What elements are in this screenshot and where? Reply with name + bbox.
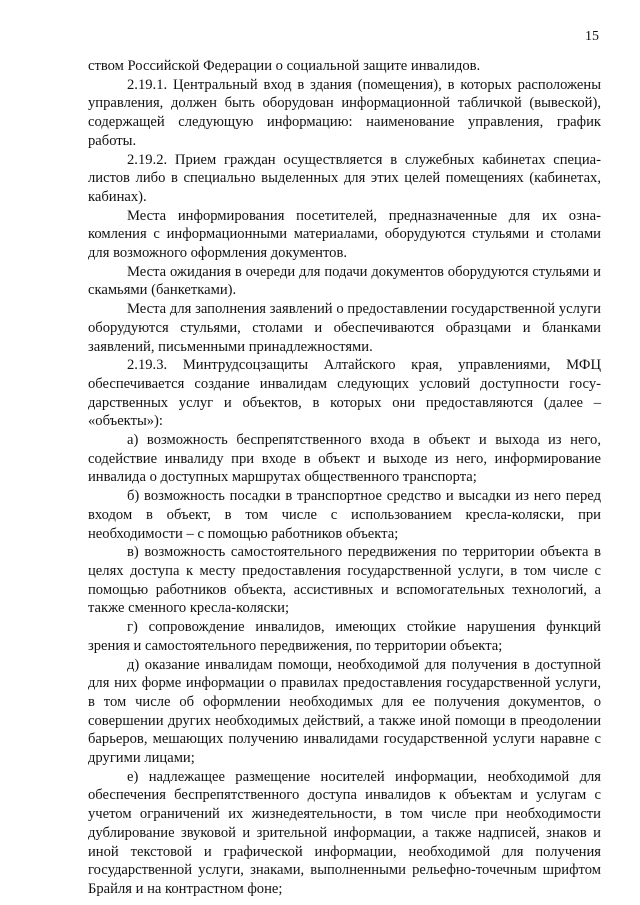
page-number: 15 — [585, 29, 599, 44]
document-body — [88, 57, 601, 899]
paragraph-waiting-places: Места ожидания в очереди для подачи документов оборудуются стульями и скамьями (банкетками). — [88, 263, 601, 299]
list-item-b: б) возможность посадки в транспортное средство и высадки из него перед входом в объект, в том числе с использованием кресла-коляски, при необходимости – с помощью работников объекта; — [88, 488, 601, 542]
paragraph-continuation: ством Российской Федерации о социальной защите инвалидов. — [88, 58, 481, 74]
list-item-g: г) сопровождение инвалидов, имеющих стойкие нарушения функций зрения и самостоятельного передвижения, по территории объекта; — [88, 619, 601, 654]
list-item-e: е) надлежащее размещение носителей информации, необходимой для обеспечения беспрепятственного доступа инвалидов к объектам и услугам с учетом ограничений их жизнедеятельности, в том числе при необходимости дублирование звуковой и зрительной информации, а также надписей, знаков и иной текстовой и графической информации, необходимой для получения государственной услуги, знаками, выполненными рельефно-точечным шрифтом Брайля и на контрастном фоне; — [88, 768, 601, 897]
paragraph-2-19-2: 2.19.2. Прием граждан осуществляется в служебных кабинетах специалистов либо в специально выделенных для этих целей помещениях (кабинетах, кабинах). — [88, 151, 601, 205]
paragraph-application-places: Места для заполнения заявлений о предоставлении государственной услуги оборудуются стульями, столами и обеспечиваются образцами и бланками заявлений, письменными принадлежностями. — [88, 301, 601, 355]
paragraph-info-places: Места информирования посетителей, предназначенные для их ознакомления с информационными материалами, оборудуются стульями и столами для возможного оформления документов. — [88, 207, 601, 262]
paragraph-2-19-3: 2.19.3. Минтрудсоцзащиты Алтайского края, управлениями, МФЦ обеспечивается создание инвалидам следующих условий доступности государственных услуг и объектов, в которых они предоставляются (далее – «объекты»): — [88, 357, 601, 430]
list-item-d: д) оказание инвалидам помощи, необходимой для получения в доступной для них форме информации о правилах предоставления государственной услуги, в том числе об оформлении необходимых для ее получения документов, о совершении других необходимых действий, а также иной помощи в преодолении барьеров, мешающих получению инвалидами государственной услуги наравне с другими лицами; — [88, 656, 601, 767]
paragraph-2-19-1: 2.19.1. Центральный вход в здания (помещения), в которых расположены управления, должен быть оборудован информационной табличкой (вывеской), содержащей следующую информацию: наименование управления, график работы. — [88, 76, 601, 149]
list-item-a: а) возможность беспрепятственного входа в объект и выхода из него, содействие инвалиду при входе в объект и выходе из него, информирование инвалида о доступных маршрутах общественного транспорта; — [88, 432, 601, 486]
list-item-v: в) возможность самостоятельного передвижения по территории объекта в целях доступа к месту предоставления государственной услуги, в том числе с помощью работников объекта, ассистивных и вспомогательных технологий, а также сменного кресла-коляски; — [88, 544, 601, 617]
